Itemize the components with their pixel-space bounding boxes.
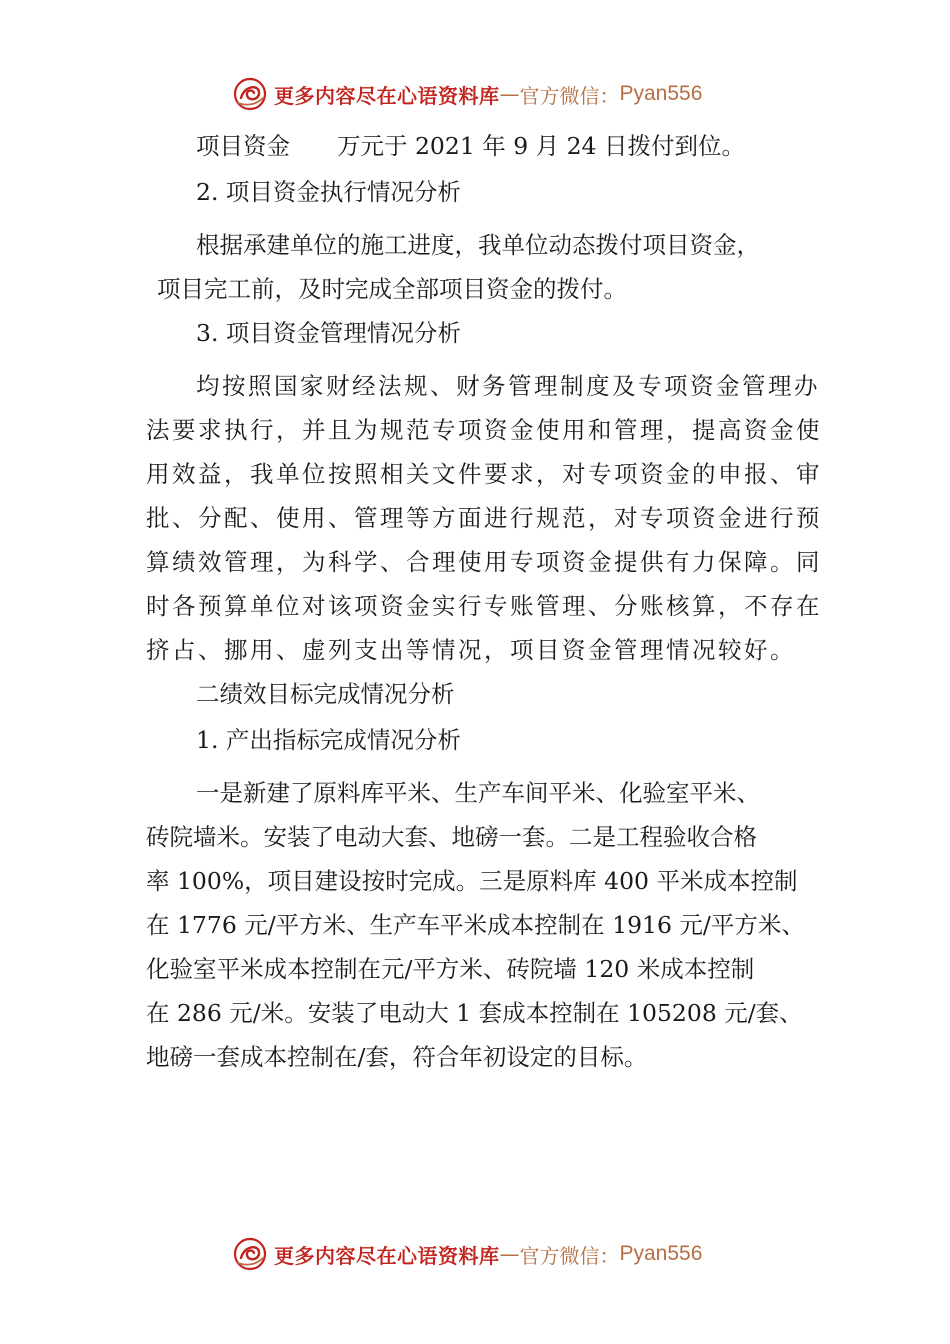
- watermark-wechat-label: 官方微信：: [519, 1243, 620, 1268]
- section-heading: 2. 项目资金执行情况分析: [196, 178, 461, 206]
- paragraph-line: 项目完工前，及时完成全部项目资金的拨付。: [157, 275, 627, 303]
- watermark-dash: —: [499, 82, 520, 106]
- watermark-wechat-label: 官方微信：: [519, 83, 620, 108]
- paragraph-line: 地磅一套成本控制在/套，符合年初设定的目标。: [146, 1043, 648, 1071]
- paragraph-line: 砖院墙米。安装了电动大套、地磅一套。二是工程验收合格: [146, 823, 757, 851]
- section-heading: 3. 项目资金管理情况分析: [196, 319, 461, 347]
- watermark-brand-text: 更多内容尽在心语资料库: [274, 1243, 500, 1268]
- paragraph-line: 均按照国家财经法规、财务管理制度及专项资金管理办: [196, 372, 820, 400]
- paragraph-line: 用效益，我单位按照相关文件要求，对专项资金的申报、审: [146, 460, 822, 488]
- paragraph-line: 法要求执行，并且为规范专项资金使用和管理，提高资金使: [146, 416, 822, 444]
- paragraph-line: 率 100%，项目建设按时完成。三是原料库 400 平米成本控制: [146, 867, 798, 895]
- swirl-logo-icon: [232, 76, 268, 112]
- watermark-wechat-id: Pyan556: [619, 1242, 703, 1265]
- header-watermark: [232, 74, 702, 114]
- paragraph-line: 挤占、挪用、虚列支出等情况，项目资金管理情况较好。: [146, 636, 796, 664]
- section-heading: 二绩效目标完成情况分析: [196, 680, 455, 708]
- swirl-logo-icon: [232, 1236, 268, 1272]
- footer-watermark: [232, 1234, 702, 1274]
- paragraph-line: 时各预算单位对该项资金实行专账管理、分账核算，不存在: [146, 592, 822, 620]
- paragraph-line: 在 1776 元/平方米、生产车平米成本控制在 1916 元/平方米、: [146, 911, 805, 939]
- watermark-wechat-id: Pyan556: [619, 82, 703, 105]
- paragraph-line: 化验室平米成本控制在元/平方米、砖院墙 120 米成本控制: [146, 955, 755, 983]
- watermark-brand-text: 更多内容尽在心语资料库: [274, 83, 500, 108]
- section-heading: 1. 产出指标完成情况分析: [196, 726, 461, 754]
- paragraph-line: 一是新建了原料库平米、生产车间平米、化验室平米、: [196, 779, 760, 807]
- paragraph-line: 批、分配、使用、管理等方面进行规范，对专项资金进行预: [146, 504, 822, 532]
- paragraph-line: 项目资金 万元于 2021 年 9 月 24 日拨付到位。: [196, 132, 745, 160]
- paragraph-line: 根据承建单位的施工进度，我单位动态拨付项目资金，: [196, 231, 760, 259]
- paragraph-line: 在 286 元/米。安装了电动大 1 套成本控制在 105208 元/套、: [146, 999, 803, 1027]
- watermark-dash: —: [499, 1242, 520, 1266]
- paragraph-line: 算绩效管理，为科学、合理使用专项资金提供有力保障。同: [146, 548, 822, 576]
